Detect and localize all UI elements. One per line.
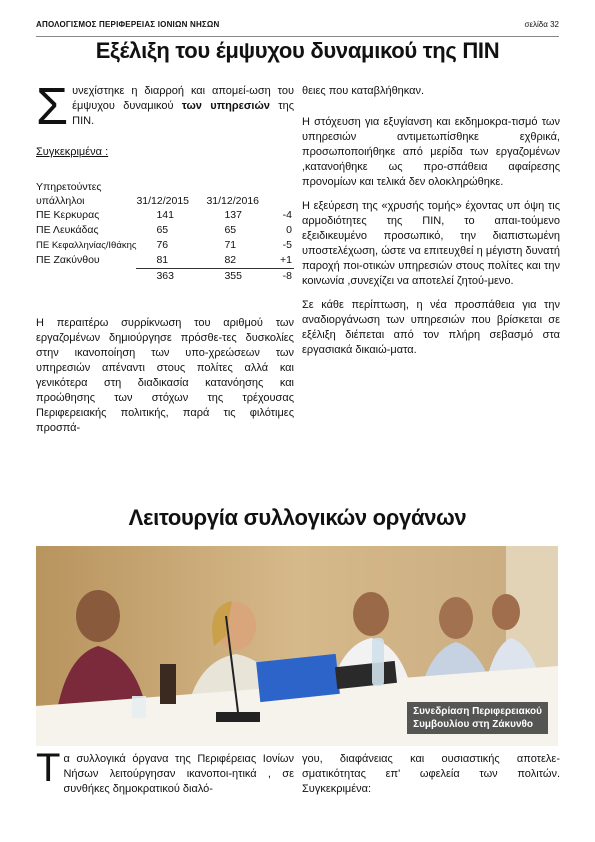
staff-table (36, 180, 294, 284)
table-header-2016: 31/12/2016 (206, 195, 260, 207)
table-row: ΠΕ Ζακύνθου 81 82 +1 (36, 254, 292, 267)
table-row: ΠΕ Κεφαλληνίας/Ιθάκης 76 71 -5 (36, 239, 292, 251)
table-row: ΠΕ Λευκάδας 65 65 0 (36, 224, 292, 236)
dropcap-letter: Σ (36, 78, 69, 136)
right-column (302, 84, 560, 367)
section-title-staff: Εξέλιξη του έμψυχου δυναμικού της ΠΙΝ (95, 38, 500, 63)
table-header-2015: 31/12/2015 (136, 195, 190, 207)
table-header-unit: Υπηρετούντες υπάλληλοι (36, 181, 102, 207)
photo-caption: Συνεδρίαση Περιφερειακού Συμβουλίου στη Ζάκυνθο (407, 702, 548, 734)
section-title-bodies: Λειτουργία συλλογικών οργάνων (128, 505, 467, 530)
bottom-right-column: γου, διαφάνειας και ουσιαστικής αποτελε-σματικότητας επ' ωφελεία των πολιτών. Συγκεκριμένα: (302, 753, 560, 795)
table-row: ΠΕ Κερκυρας 141 137 -4 (36, 209, 292, 221)
left-paragraph: Η περαιτέρω συρρίκνωση του αριθμού των εργαζομένων δημιούργησε πρόσθε-τες δυσκολίες στην ικανοποίηση των υπο-χρεώσεων των υπηρεσιών απέναντι στους πολίτες αλλά και γενικότερα στη διαδικασία κατανόησης και προώθησης των στόχων της τρέχουσας Περιφερειακής πολιτικής, παρά τις φιλότιμες προσπά- (36, 317, 294, 434)
table-total-row: 363 355 -8 (36, 269, 294, 285)
page-number: σελίδα 32 (524, 20, 559, 29)
specifically-subhead: Συγκεκριμένα : (36, 146, 109, 158)
dropcap-letter: Τ (36, 746, 61, 790)
intro-paragraph: Συνεχίστηκε η διαρροή και απομεί-ωση του έμψυχου δυναμικού των υπηρεσιών της ΠΙΝ. (36, 78, 294, 136)
page-header (36, 20, 559, 37)
meeting-photo (36, 546, 558, 746)
paragraph: Η στόχευση για εξυγίανση και εκδημοκρα-τισμό των υπηρεσιών αντιμετωπίσθηκε εχθρικά, προσωποποιήθηκε από μερίδα των εργαζομένων ,κατανοήθηκε ως προ-σπάθεια αφαίρεσης προνομίων και τελικά δεν ολοκληρώθηκε. (302, 116, 560, 188)
publication-title: ΑΠΟΛΟΓΙΣΜΟΣ ΠΕΡΙΦΕΡΕΙΑΣ ΙΟΝΙΩΝ ΝΗΣΩΝ (36, 20, 220, 29)
bottom-left-column: Τα συλλογικά όργανα της Περιφέρειας Ιονίων Νήσων λειτούργησαν ικανοποι-ητικά , σε συνθήκες δημοκρατικού διαλό- (36, 746, 294, 795)
paragraph: Η εξεύρεση της «χρυσής τομής» έχοντας υπ όψη τις αρμοδιότητες της ΠΙΝ, το απαι-τούμενο εξειδικευμένο προσωπικό, την διαπιστωμένη υποστελέχωση, ώστε να επιτευχθεί η μέγιστη δυνατή παροχή ποι-οτικών υπηρεσιών στους πολίτες και την κοινωνία ,συνεχίζει να αποτελεί ζητού-μενο. (302, 200, 560, 287)
paragraph: Σε κάθε περίπτωση, η νέα προσπάθεια για την αναδιοργάνωση των υπηρεσιών που βρίσκεται σε εξέλιξη διέπεται από τον πλήρη σεβασμό στα εργασιακά δικαιώ-ματα. (302, 299, 560, 356)
left-column (36, 78, 294, 445)
paragraph: θειες που καταβλήθηκαν. (302, 85, 425, 97)
